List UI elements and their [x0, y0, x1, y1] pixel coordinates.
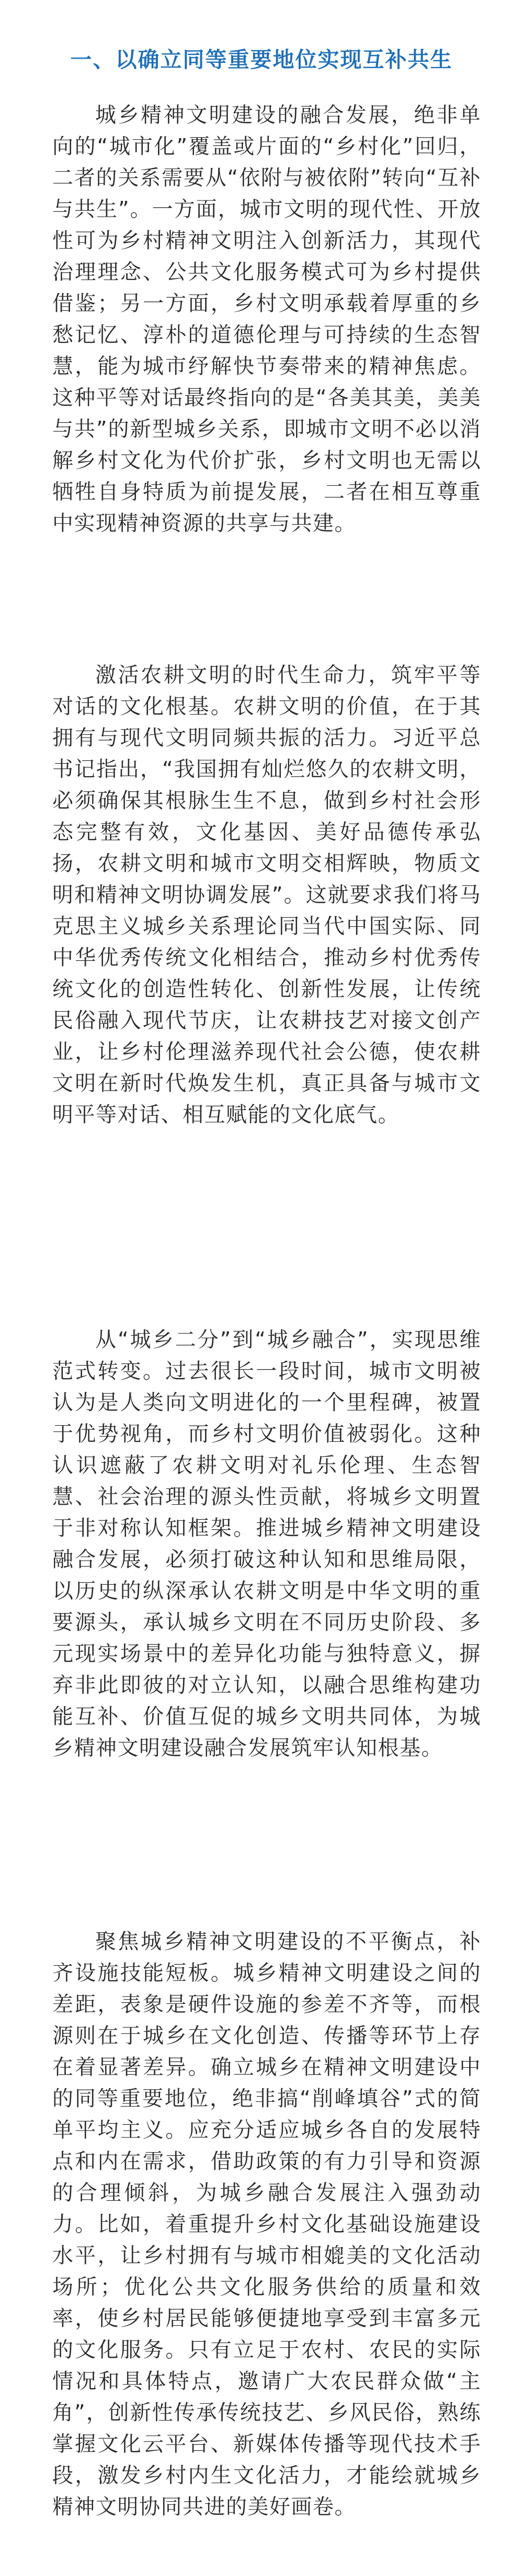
- paragraph-3: 从“城乡二分”到“城乡融合”，实现思维范式转变。过去很长一段时间，城市文明被认为是人类向文明进化的一个里程碑，被置于优势视角，而乡村文明价值被弱化。这种认识遮蔽了农耕文明对礼乐伦理、生态智慧、社会治理的源头性贡献，将城乡文明置于非对称认知框架。推进城乡精神文明建设融合发展，必须打破这种认知和思维局限，以历史的纵深承认农耕文明是中华文明的重要源头，承认城乡文明在不同历史阶段、多元现实场景中的差异化功能与独特意义，摒弃非此即彼的对立认知，以融合思维构建功能互补、价值互促的城乡文明共同体，为城乡精神文明建设融合发展筑牢认知根基。: [52, 1328, 481, 1760]
- paragraph-1: 城乡精神文明建设的融合发展，绝非单向的“城市化”覆盖或片面的“乡村化”回归，二者的关系需要从“依附与被依附”转向“互补与共生”。一方面，城市文明的现代性、开放性可为乡村精神文明注入创新活力，其现代治理理念、公共文化服务模式可为乡村提供借鉴；另一方面，乡村文明承载着厚重的乡愁记忆、淳朴的道德伦理与可持续的生态智慧，能为城市纾解快节奏带来的精神焦虑。这种平等对话最终指向的是“各美其美，美美与共”的新型城乡关系，即城市文明不必以消解乡村文化为代价扩张，乡村文明也无需以牺牲自身特质为前提发展，二者在相互尊重中实现精神资源的共享与共建。: [52, 103, 481, 535]
- section-heading: 一、以确立同等重要地位实现互补共生: [70, 47, 453, 73]
- paragraph-2: 激活农耕文明的时代生命力，筑牢平等对话的文化根基。农耕文明的价值，在于其拥有与现代文明同频共振的活力。习近平总书记指出，“我国拥有灿烂悠久的农耕文明，必须确保其根脉生生不息，做到乡村社会形态完整有效，文化基因、美好品德传承弘扬，农耕文明和城市文明交相辉映，物质文明和精神文明协调发展”。这就要求我们将马克思主义城乡关系理论同当代中国实际、同中华优秀传统文化相结合，推动乡村优秀传统文化的创造性转化、创新性发展，让传统民俗融入现代节庆，让农耕技艺对接文创产业，让乡村伦理滋养现代社会公德，使农耕文明在新时代焕发生机，真正具备与城市文明平等对话、相互赋能的文化底气。: [52, 663, 481, 1127]
- paragraph-4: 聚焦城乡精神文明建设的不平衡点，补齐设施技能短板。城乡精神文明建设之间的差距，表象是硬件设施的参差不齐等，而根源则在于城乡在文化创造、传播等环节上存在着显著差异。确立城乡在精神文明建设中的同等重要地位，绝非搞“削峰填谷”式的简单平均主义。应充分适应城乡各自的发展特点和内在需求，借助政策的有力引导和资源的合理倾斜，为城乡融合发展注入强劲动力。比如，着重提升乡村文化基础设施建设水平，让乡村拥有与城市相媲美的文化活动场所；优化公共文化服务供给的质量和效率，使乡村居民能够便捷地享受到丰富多元的文化服务。只有立足于农村、农民的实际情况和具体特点，邀请广大农民群众做“主角”，创新性传承传统技艺、乡风民俗，熟练掌握文化云平台、新媒体传播等现代技术手段，激发乡村内生文化活力，才能绘就城乡精神文明协同共进的美好画卷。: [52, 1930, 481, 2519]
